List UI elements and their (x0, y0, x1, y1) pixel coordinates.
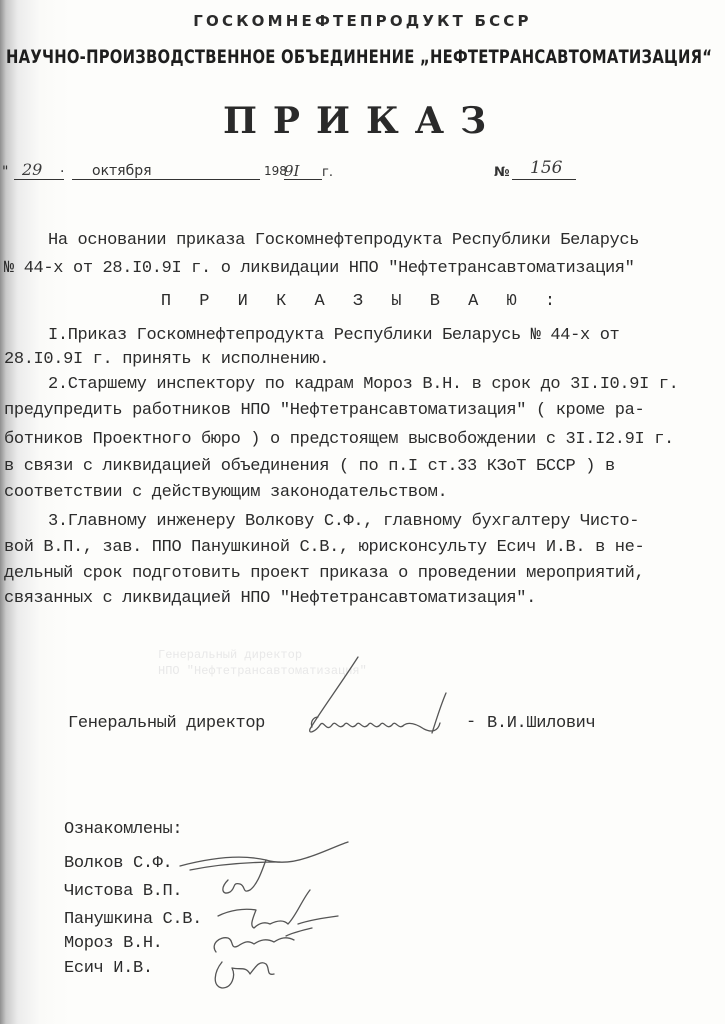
item-2-line-2: предупредить работников НПО "Нефтетрансавтоматизация" ( кроме ра- (4, 401, 645, 420)
item-2-line-1: 2.Старшему инспектору по кадрам Мороз В.Н. в срок до 3I.I0.9I г. (48, 375, 679, 394)
bleed-through-line-2: НПО "Нефтетрансавтоматизация" (158, 664, 367, 678)
acknowledgement-label: Ознакомлены: (64, 820, 183, 839)
date-line (0, 160, 725, 186)
acknowledgement-signatures-icon (170, 840, 370, 1010)
date-year-suffix: г. (322, 165, 333, 180)
date-month: октября (92, 163, 152, 179)
document-title: ПРИКАЗ (222, 100, 503, 142)
preamble-line-2: № 44-х от 28.I0.9I г. о ликвидации НПО "Нефтетрансавтоматизация" (4, 259, 635, 278)
item-3-line-1: 3.Главному инженеру Волкову С.Ф., главному бухгалтеру Чисто- (48, 512, 640, 531)
order-number: 156 (530, 158, 563, 178)
number-underline (512, 179, 576, 180)
ack-person-5: Есич И.В. (64, 959, 153, 978)
date-year-handwritten: 9I (284, 162, 300, 180)
ack-person-1: Волков С.Ф. (64, 854, 173, 873)
ack-person-2: Чистова В.П. (64, 882, 183, 901)
date-day: 29 (22, 160, 43, 179)
item-3-line-4: связанных с ликвидацией НПО "Нефтетрансавтоматизация". (4, 589, 536, 608)
item-1-line-1: I.Приказ Госкомнефтепродукта Республики Беларусь № 44-х от (48, 326, 620, 345)
item-2-line-4: в связи с ликвидацией объединения ( по п.I ст.33 КЗоТ БССР ) в (4, 457, 615, 476)
date-quote: " (2, 164, 9, 180)
item-3-line-3: дельный срок подготовить проект приказа о проведении мероприятий, (4, 564, 645, 583)
signature-position: Генеральный директор (68, 714, 266, 733)
item-2-line-5: соответствии с действующим законодательством. (4, 483, 448, 502)
month-underline (72, 179, 260, 180)
date-dot: · (60, 164, 65, 180)
item-1-line-2: 28.I0.9I г. принять к исполнению. (4, 350, 330, 369)
ministry-name: ГОСКОМНЕФТЕПРОДУКТ БССР (193, 12, 532, 30)
order-heading: П Р И К А З Ы В А Ю : (160, 292, 565, 311)
organization-name: НАУЧНО-ПРОИЗВОДСТВЕННОЕ ОБЪЕДИНЕНИЕ „НЕФТЕТРАНСАВТОМАТИЗАЦИЯ“ (6, 46, 713, 68)
ack-person-3: Панушкина С.В. (64, 910, 202, 929)
ack-person-4: Мороз В.Н. (64, 934, 163, 953)
preamble-line-1: На основании приказа Госкомнефтепродукта Республики Беларусь (48, 231, 640, 250)
signatory-name: В.И.Шилович (487, 714, 596, 733)
item-2-line-3: ботников Проектного бюро ) о предстоящем высвобождении с 3I.I2.9I г. (4, 430, 674, 449)
item-3-line-2: вой В.П., зав. ППО Панушкиной С.В., юрисконсульту Есич И.В. в не- (4, 538, 645, 557)
bleed-through-line-1: Генеральный директор (158, 648, 303, 662)
signature-dash: - (466, 713, 476, 732)
day-underline (14, 179, 64, 180)
director-signature-icon (300, 655, 470, 745)
date-year-printed: 198 (264, 164, 287, 178)
number-label: № (494, 165, 510, 180)
